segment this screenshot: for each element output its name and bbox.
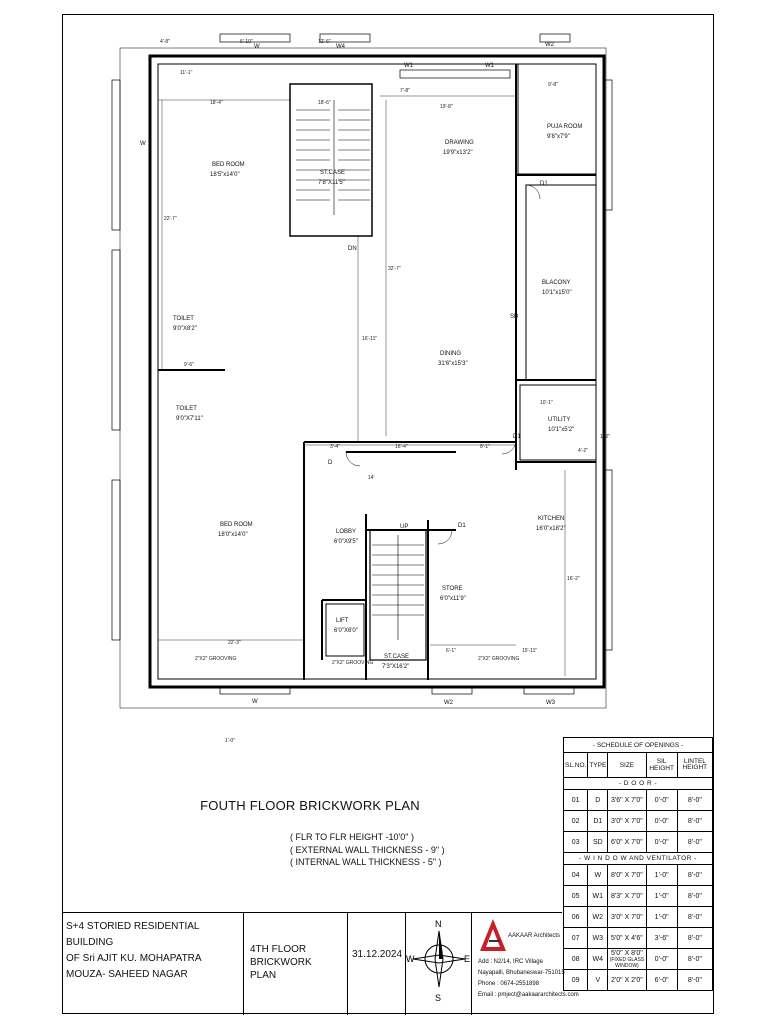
address-line-1: Add : N2/14, IRC Village xyxy=(478,959,543,965)
mark-d1-utility: D1 xyxy=(513,434,521,440)
col-size: SIZE xyxy=(608,753,646,778)
row-type: W2 xyxy=(588,907,608,928)
dim-21: 1'-2" xyxy=(600,434,610,440)
dim-22: 8'-1" xyxy=(480,444,490,450)
store-size: 6'0"x11'9" xyxy=(440,596,466,602)
dim-5: 18'-6" xyxy=(318,100,331,106)
row-sl: 01 xyxy=(564,790,588,811)
row-sl: 04 xyxy=(564,865,588,886)
row-lintel: 8'-0" xyxy=(677,811,712,832)
row-size: 3'0" X 7'0" xyxy=(608,811,646,832)
bedroom1-name: BED ROOM xyxy=(212,162,245,168)
puja-size: 9'8"x7'9" xyxy=(547,134,570,140)
row-sill: 0'-0" xyxy=(646,949,677,970)
bedroom2-name: BED ROOM xyxy=(220,522,253,528)
dim-3: 18'-4" xyxy=(210,100,223,106)
dim-6: 9'-8" xyxy=(548,82,558,88)
schedule-row xyxy=(564,811,713,832)
door-section: - D O O R - xyxy=(564,778,713,790)
row-size: 3'0" X 7'0" xyxy=(608,907,646,928)
toilet1-name: TOILET xyxy=(173,316,194,322)
row-size-value: 5'0" X 8'0" xyxy=(611,949,643,957)
dim-8: 32'-7" xyxy=(388,266,401,272)
opening-schedule xyxy=(563,737,713,991)
compass-cell xyxy=(406,913,472,1015)
row-type: SD xyxy=(588,832,608,853)
drawing-title-line-2: PLAN xyxy=(250,970,277,981)
store-name: STORE xyxy=(442,586,463,592)
col-type: TYPE xyxy=(588,753,608,778)
dining-name: DINING xyxy=(440,351,461,357)
col-lintel: LINTEL HEIGHT xyxy=(677,753,712,778)
plan-title-block xyxy=(80,798,540,813)
dining-size: 31'6"x15'3" xyxy=(438,361,468,367)
project-line-3: MOUZA- SAHEED NAGAR xyxy=(66,969,188,980)
note-floor-height: ( FLR TO FLR HEIGHT -10'0" ) xyxy=(290,832,414,842)
interior-walls xyxy=(158,64,596,680)
mark-w2-bottom: W2 xyxy=(444,700,453,706)
puja-room-outline xyxy=(518,64,596,174)
mark-w4-top: W4 xyxy=(336,44,345,50)
grooving-1: 2"X2" GROOVING xyxy=(195,656,237,662)
mark-w1-b: W1 xyxy=(485,63,494,69)
stcase1-name: ST.CASE xyxy=(320,170,346,176)
project-line-1: S+4 STORIED RESIDENTIAL BUILDING xyxy=(66,921,200,948)
row-type: D1 xyxy=(588,811,608,832)
row-size: 2'0" X 2'0" xyxy=(608,970,646,991)
drawing-date: 31.12.2024 xyxy=(352,949,403,960)
date-cell xyxy=(348,913,406,1015)
row-size: 3'6" X 7'0" xyxy=(608,790,646,811)
dim-18: 6'-1" xyxy=(446,648,456,654)
mark-w-bottom: W xyxy=(252,699,258,705)
grooving-3: 2"X2" GROOVING xyxy=(478,656,520,662)
firm-name: AAKAAR Architects xyxy=(508,933,561,939)
schedule-row xyxy=(564,928,713,949)
drawing-title xyxy=(244,913,348,1015)
mark-w2-top: W2 xyxy=(545,42,554,48)
row-lintel: 8'-0" xyxy=(677,928,712,949)
row-type: W4 xyxy=(588,949,608,970)
outer-wall xyxy=(150,56,604,687)
address-line-3: Phone : 0674-2551898 xyxy=(478,981,540,987)
dim-17: 10'-1" xyxy=(540,400,553,406)
mark-d1-balcony: D1 xyxy=(540,181,548,187)
row-sl: 07 xyxy=(564,928,588,949)
dim-7: 11'-1" xyxy=(180,70,193,76)
plan-notes xyxy=(290,831,445,869)
utility-size: 10'1"x5'2" xyxy=(548,427,575,433)
dim-11: 22'-7" xyxy=(164,216,177,222)
bedroom2-size: 18'0"x14'0" xyxy=(218,532,248,538)
row-lintel: 8'-0" xyxy=(677,865,712,886)
stcase2-size: 7'3"X16'2" xyxy=(382,664,410,670)
dim-15: 15'-11" xyxy=(522,648,538,654)
drawing-name: DRAWING xyxy=(445,140,474,146)
schedule-row xyxy=(564,865,713,886)
row-size: 8'3" X 7'0" xyxy=(608,886,646,907)
puja-name: PUJA ROOM xyxy=(547,124,583,130)
dim-12: 16'-4" xyxy=(395,444,408,450)
row-sill: 1'-0" xyxy=(646,886,677,907)
stcase2-name: ST.CASE xyxy=(384,654,410,660)
compass-e: E xyxy=(464,954,471,964)
row-lintel: 8'-0" xyxy=(677,790,712,811)
row-sl: 03 xyxy=(564,832,588,853)
schedule-row xyxy=(564,790,713,811)
row-lintel: 8'-0" xyxy=(677,949,712,970)
dim-16: 16'-2" xyxy=(567,576,580,582)
plan-title: FOUTH FLOOR BRICKWORK PLAN xyxy=(200,798,420,813)
mark-up: UP xyxy=(400,524,409,530)
row-size: 5'0" X 4'6" xyxy=(608,928,646,949)
mark-sd: SD xyxy=(510,314,519,320)
lift-name: LIFT xyxy=(336,618,349,624)
dim-20: 3'-4" xyxy=(330,444,340,450)
toilet2-size: 9'0"X7'11" xyxy=(176,416,203,422)
dim-19: 4'-2" xyxy=(578,448,588,454)
address-line-4: Email : pmject@aakaararchitects.com xyxy=(478,992,579,998)
row-sill: 3'-6" xyxy=(646,928,677,949)
dim-1: 6'-10" xyxy=(240,39,253,45)
row-sl: 09 xyxy=(564,970,588,991)
dim-10: 22'-3" xyxy=(228,640,241,646)
row-lintel: 8'-0" xyxy=(677,907,712,928)
balcony-name: BLACONY xyxy=(542,280,571,286)
grooving-2: 2"X2" GROOVING xyxy=(332,660,374,666)
kitchen-name: KITCHEN xyxy=(538,516,565,522)
firm-logo-icon xyxy=(478,917,508,953)
col-slno: SL.NO. xyxy=(564,753,588,778)
row-lintel: 8'-0" xyxy=(677,970,712,991)
utility-name: UTILITY xyxy=(548,417,571,423)
row-sl: 02 xyxy=(564,811,588,832)
row-lintel: 8'-0" xyxy=(677,886,712,907)
row-size: 8'0" X 7'0" xyxy=(608,865,646,886)
compass-n: N xyxy=(435,919,442,929)
schedule-row xyxy=(564,832,713,853)
mark-d: D xyxy=(328,460,333,466)
dimension-frame xyxy=(120,48,606,708)
dim-24: 1'-0" xyxy=(225,738,235,744)
row-type: W xyxy=(588,865,608,886)
mark-w3-bottom: W3 xyxy=(546,700,555,706)
outer-wall-inner xyxy=(158,64,596,679)
project-line-2: OF Sri AJIT KU. MOHAPATRA xyxy=(66,953,202,964)
balcony-size: 10'1"x15'0" xyxy=(542,290,572,296)
dim-0: 4'-8" xyxy=(160,39,170,45)
mark-w-left: W xyxy=(140,141,146,147)
row-size: 6'0" X 7'0" xyxy=(608,832,646,853)
lobby-size: 6'0"X9'5" xyxy=(334,539,358,545)
row-type: W1 xyxy=(588,886,608,907)
staircase-1-treads xyxy=(296,100,370,215)
toilet1-size: 9'0"X8'2" xyxy=(173,326,197,332)
mark-w1-a: W1 xyxy=(404,63,413,69)
mark-w-top: W xyxy=(254,44,260,50)
row-sill: 0'-0" xyxy=(646,790,677,811)
mark-dn: DN xyxy=(348,246,357,252)
dim-14: 9'-6" xyxy=(184,362,194,368)
schedule-row xyxy=(564,886,713,907)
compass-icon xyxy=(406,913,472,1013)
row-sl: 08 xyxy=(564,949,588,970)
window-section: - W I N D O W AND VENTILATOR - xyxy=(564,853,713,865)
schedule-row xyxy=(564,949,713,970)
firm-address xyxy=(478,957,579,1001)
dim-2: 12'-6" xyxy=(318,39,331,45)
toilet2-name: TOILET xyxy=(176,406,197,412)
row-sl: 05 xyxy=(564,886,588,907)
note-internal-wall: ( INTERNAL WALL THICKNESS - 5" ) xyxy=(290,857,442,867)
row-sill: 1'-0" xyxy=(646,907,677,928)
schedule-row xyxy=(564,970,713,991)
row-sill: 6'-0" xyxy=(646,970,677,991)
dim-23: 7'-8" xyxy=(400,88,410,94)
row-type: W3 xyxy=(588,928,608,949)
row-type: D xyxy=(588,790,608,811)
dimension-lines xyxy=(158,96,565,676)
schedule-title: - SCHEDULE OF OPENINGS - xyxy=(564,738,713,753)
row-lintel: 8'-0" xyxy=(677,832,712,853)
row-type: V xyxy=(588,970,608,991)
note-external-wall: ( EXTERNAL WALL THICKNESS - 9" ) xyxy=(290,844,445,855)
row-sill: 1'-0" xyxy=(646,865,677,886)
lift-size: 6'0"X6'0" xyxy=(334,628,358,634)
dim-4: 19'-8" xyxy=(440,104,453,110)
row-size-note: (FIXED GLASS WINDOW) xyxy=(609,956,645,969)
staircase-2-treads xyxy=(372,535,424,640)
row-sill: 0'-0" xyxy=(646,832,677,853)
kitchen-size: 16'0"x18'2" xyxy=(536,526,566,532)
schedule-row xyxy=(564,907,713,928)
compass-w: W xyxy=(406,954,415,964)
compass-s: S xyxy=(435,993,442,1003)
lobby-name: LOBBY xyxy=(336,529,357,535)
stcase1-size: 7'8"X11'5" xyxy=(318,180,345,186)
col-sill: SIL HEIGHT xyxy=(646,753,677,778)
dim-9: 16'-11" xyxy=(362,336,378,342)
row-size xyxy=(608,949,646,970)
drawing-size: 19'9"x13'2" xyxy=(443,150,473,156)
drawing-title-line-1: 4TH FLOOR BRICKWORK xyxy=(250,944,312,968)
row-sl: 06 xyxy=(564,907,588,928)
project-info xyxy=(62,913,244,1015)
row-sill: 0'-0" xyxy=(646,811,677,832)
dim-13: 14' xyxy=(368,475,375,481)
bedroom1-size: 18'5"x14'0" xyxy=(210,172,240,178)
address-line-2: Nayapalli, Bhubaneswar-751015 xyxy=(478,970,565,976)
mark-d1-store: D1 xyxy=(458,523,466,529)
